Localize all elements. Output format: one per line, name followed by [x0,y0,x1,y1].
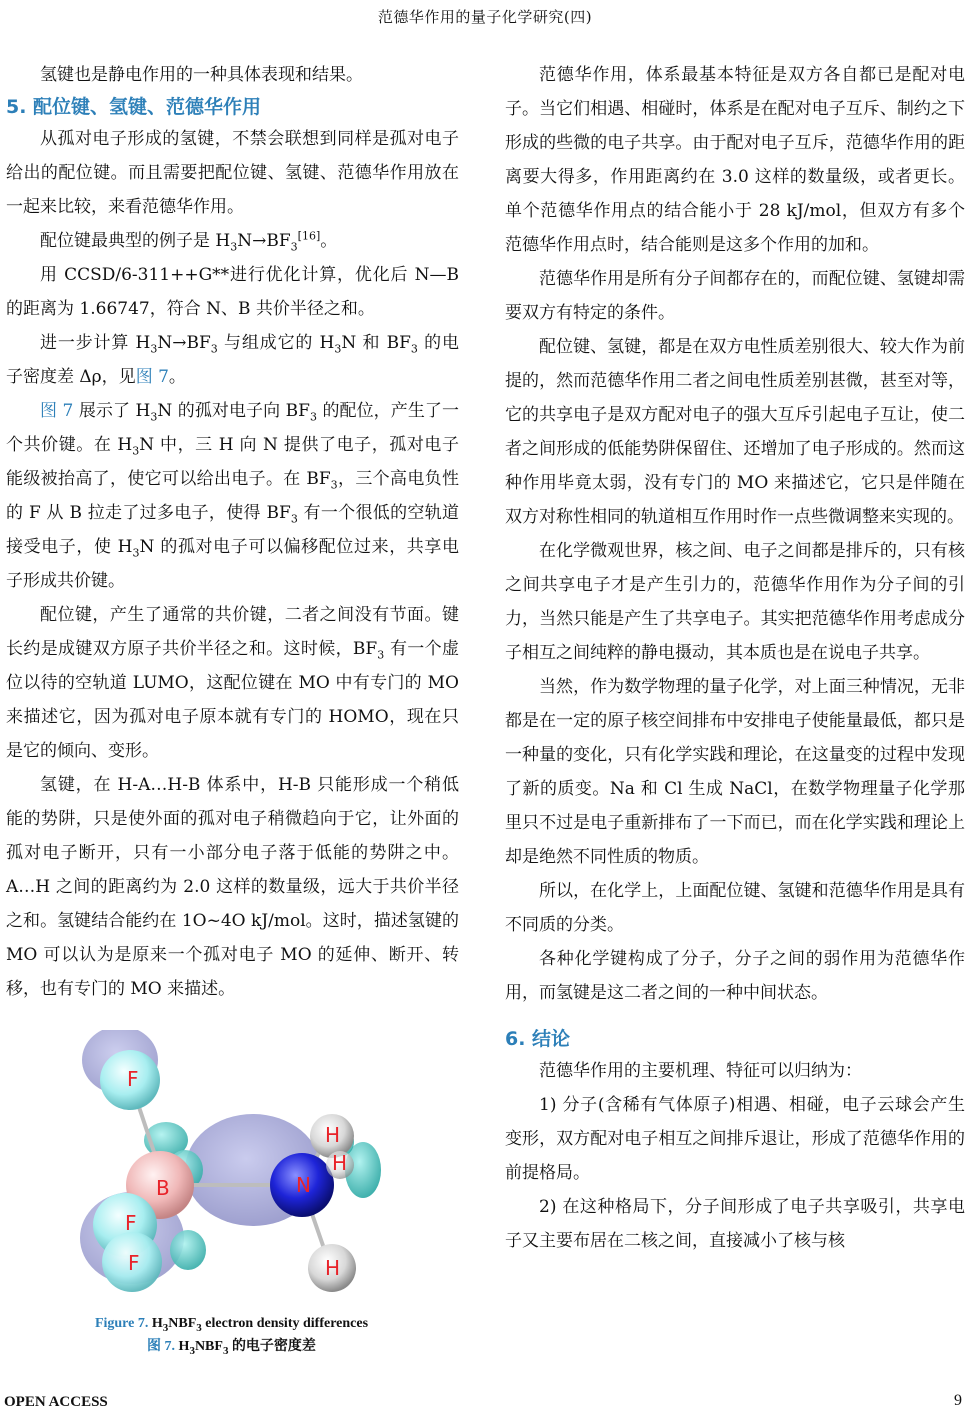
paragraph: 配位键最典型的例子是 $H_3N\to BF_3[16]$。 [40,229,338,254]
paragraph: 从孤对电子形成的氢键，不禁会联想到同样是孤对电子给出的配位键。而且需要把配位键、氢键、范德华作用放在一起来比较，来看范德华作用。 [6,129,459,217]
atom-label-h: H [325,1256,341,1280]
running-header: 范德华作用的量子化学研究(四) [377,8,593,26]
molecule-figure [70,1030,390,1310]
paragraph: 氢键，在 H-A…H-B 体系中，H-B 只能形成一个稍低能的势阱，只是使外面的孤对电子稍微趋向于它，让外面的孤对电子断开，只有一小部分电子落于低能的势阱之中。A…H 之间的距离约为 2.0 这样的数量级，远大于共价半径之和。氢键结合能约在 1O~4O kJ/mol。这时，描述氢键的 MO 可以认为是原来一个孤对电子 MO 的延伸、断开、转移，也有专门的 MO 来描述。 [6,775,459,999]
atom-label-h: H [325,1123,341,1147]
figure-caption-zh: 图 7. $H_3NBF_3$ 的电子密度差 [147,1339,316,1357]
paragraph: 所以，在化学上，上面配位键、氢键和范德华作用是具有不同质的分类。 [505,881,965,935]
atom-label-f: F [127,1067,139,1091]
paragraph: 氢键也是静电作用的一种具体表现和结果。 [40,65,363,85]
figure-caption-en: Figure 7. $H_3NBF_3$ electron density differences [94,1316,369,1334]
paragraph: 各种化学键构成了分子，分子之间的弱作用为范德华作用，而氢键是这二者之间的一种中间状态。 [505,949,965,1003]
paragraph: 进一步计算 $H_3N\to BF_3$ 与组成它的 $H_3N$ 和 $BF_3$ 的电子密度差 Δρ，见图 7。 [6,333,459,387]
list-item: 2) 在这种格局下，分子间形成了电子共享吸引，共享电子又主要布居在二核之间，直接减小了核与核 [505,1197,965,1251]
paragraph: 范德华作用的主要机理、特征可以归纳为： [539,1061,862,1081]
paragraph: 配位键，产生了通常的共价键，二者之间没有节面。键长约是成键双方原子共价半径之和。这时候，$BF_3$ 有一个虚位以待的空轨道 LUMO，这配位键在 MO 中有专门的 MO 来描述它，因为孤对电子原本就有专门的 HOMO，现在只是它的倾向、变形。 [6,605,459,761]
page-number: 9 [954,1392,962,1409]
footer-journal: OPEN ACCESS [4,1394,108,1410]
atom-label-f: F [125,1211,137,1235]
right-column [505,58,965,1258]
atom-label-f: F [128,1251,140,1275]
section-heading-6: 6. 结论 [505,1028,571,1050]
figure-link[interactable]: 图 7 [40,401,74,421]
atom-label-h: H [332,1151,348,1175]
paragraph: 范德华作用，体系最基本特征是双方各自都已是配对电子。当它们相遇、相碰时，体系是在配对电子互斥、制约之下形成的些微的电子共享。由于配对电子互斥，范德华作用的距离要大得多，作用距离约在 3.0 这样的数量级，或者更长。单个范德华作用点的结合能小于 28 kJ/mol，但双方有多个范德华作用点时，结合能则是这多个作用的加和。 [505,65,965,255]
left-column [6,58,459,1006]
paragraph: 用 CCSD/6-311++G**进行优化计算，优化后 N—B 的距离为 1.66747，符合 N、B 共价半径之和。 [6,265,459,319]
paragraph: 在化学微观世界，核之间、电子之间都是排斥的，只有核之间共享电子才是产生引力的，范德华作用作为分子间的引力，当然只能是产生了共享电子。其实把范德华作用考虑成分子相互之间纯粹的静电摄动，其本质也是在说电子共享。 [505,541,965,663]
paragraph: 当然，作为数学物理的量子化学，对上面三种情况，无非都是在一定的原子核空间排布中安排电子使能量最低，都只是一种量的变化，只有化学实践和理论，在这量变的过程中发现了新的质变。Na 和 Cl 生成 NaCl，在数学物理量子化学那里只不过是电子重新排布了一下而已，而在化学实践和理论上却是绝然不同性质的物质。 [505,677,965,867]
list-item: 1) 分子(含稀有气体原子)相遇、相碰，电子云球会产生变形，双方配对电子相互之间排斥退让，形成了范德华作用的前提格局。 [505,1095,965,1183]
section-heading-5: 5. 配位键、氢键、范德华作用 [6,96,262,118]
paragraph: 图 7 展示了 $H_3N$ 的孤对电子向 $BF_3$ 的配位，产生了一个共价键。在 $H_3N$ 中，三 H 向 N 提供了电子，孤对电子能级被抬高了，使它可以给出电子。在 $BF_3$，三个高电负性的 F 从 B 拉走了过多电子，使得 $BF_3$ 有一个很低的空轨道接受电子，使 $H_3N$ 的孤对电子可以偏移配位过来，共享电子形成共价键。 [6,401,460,591]
paragraph: 范德华作用是所有分子间都存在的，而配位键、氢键却需要双方有特定的条件。 [505,269,965,323]
paragraph: 配位键、氢键，都是在双方电性质差别很大、较大作为前提的，然而范德华作用二者之间电性质差别甚微，甚至对等，它的共享电子是双方配对电子的强大互斥引起电子互让，使二者之间形成的低能势阱保留住、还增加了电子形成的。然而这种作用毕竟太弱，没有专门的 MO 来描述它，它只是伴随在双方对称性相同的轨道相互作用时作一点些微调整来实现的。 [505,337,965,527]
atom-label-n: N [296,1173,311,1197]
figure-link[interactable]: 图 7 [135,367,169,387]
citation-link[interactable]: [16] [297,229,321,243]
atom-label-b: B [156,1176,170,1200]
